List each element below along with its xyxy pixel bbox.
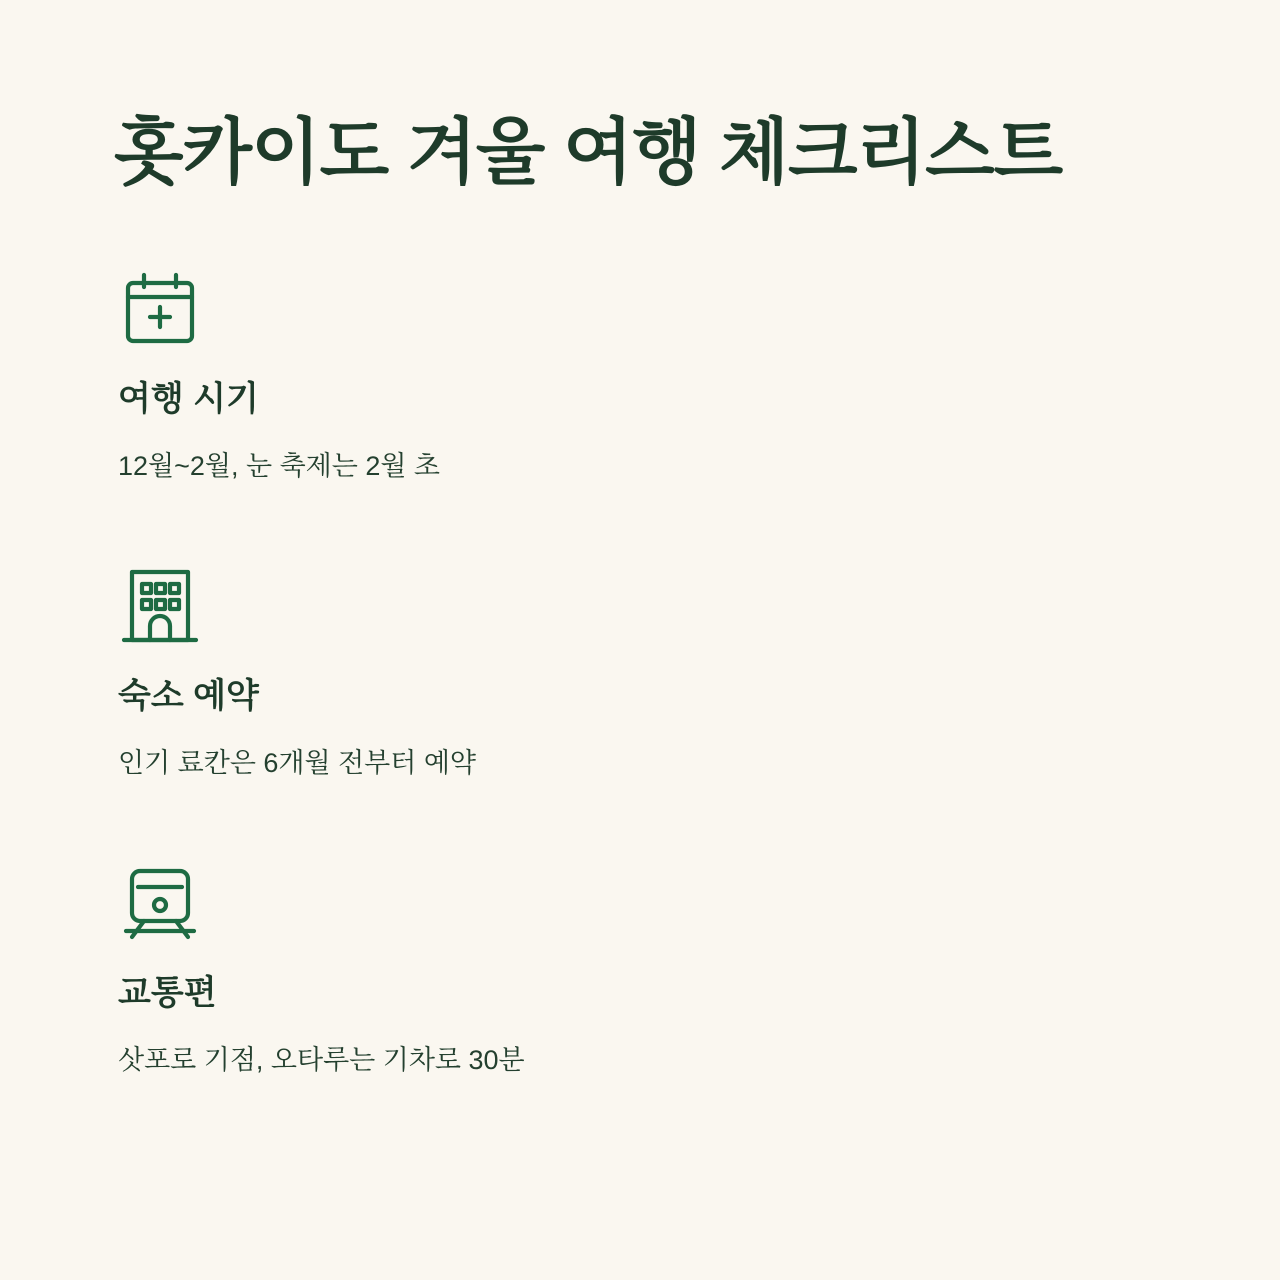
page-title: 홋카이도 겨울 여행 체크리스트 bbox=[114, 113, 1063, 193]
checklist-items bbox=[114, 261, 1170, 1079]
train-icon bbox=[114, 855, 210, 951]
building-icon bbox=[114, 558, 210, 654]
item-description: 삿포로 기점, 오타루는 기차로 30분 bbox=[118, 1045, 525, 1076]
item-title: 교통편 bbox=[118, 974, 217, 1013]
item-title: 여행 시기 bbox=[118, 379, 259, 418]
item-title: 숙소 예약 bbox=[118, 677, 259, 716]
item-description: 12월~2월, 눈 축제는 2월 초 bbox=[118, 450, 440, 481]
calendar-plus-icon bbox=[114, 261, 210, 357]
list-item bbox=[114, 558, 1170, 781]
list-item bbox=[114, 261, 1170, 484]
item-description: 인기 료칸은 6개월 전부터 예약 bbox=[118, 747, 477, 778]
list-item bbox=[114, 855, 1170, 1078]
